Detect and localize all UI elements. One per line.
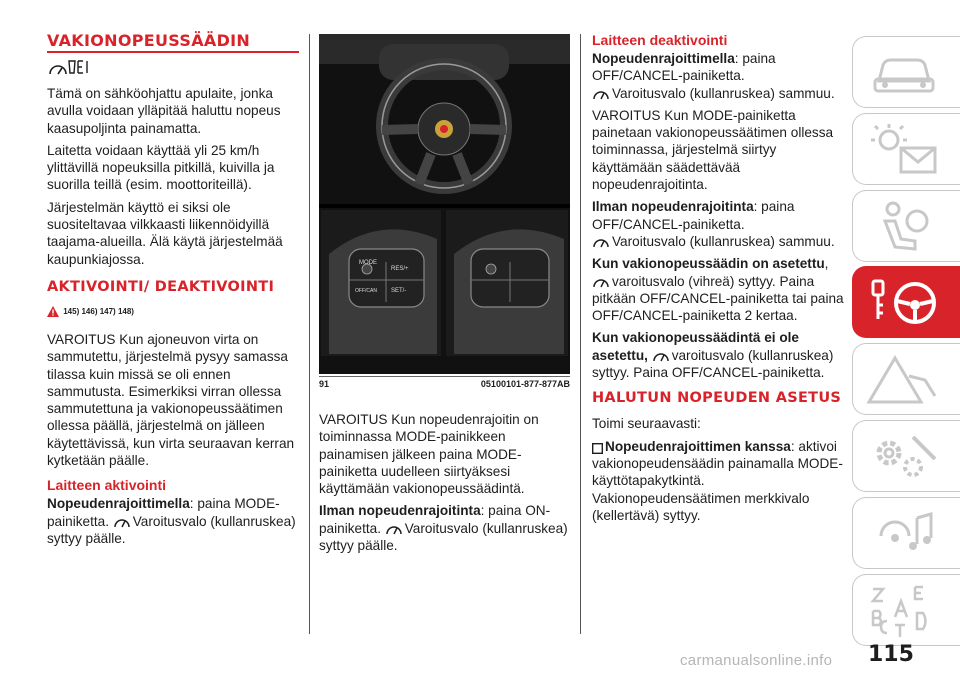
figure-code: 05100101-877-877AB bbox=[480, 379, 570, 389]
column-divider bbox=[309, 34, 310, 634]
safety-airbag-icon bbox=[865, 199, 945, 255]
chapter-tab-maintenance[interactable] bbox=[852, 420, 960, 492]
text-span: varoitusvalo (vihreä) syttyy. Paina pitkään OFF/CANCEL-painiketta tai paina OFF/CANCEL-painiketta 2 kertaa. bbox=[592, 273, 844, 324]
figure-caption bbox=[319, 376, 570, 389]
text-span: : paina MODE-painiketta. bbox=[47, 496, 280, 529]
text-span: : aktivoi vakionopeudensäädin painamalla MODE-käyttötapakytkintä. Vakionopeudensäätimen merkkivalo (kellertävä) syttyy. bbox=[592, 438, 843, 523]
watermark: carmanualsonline.info bbox=[680, 652, 833, 669]
column-middle bbox=[319, 34, 570, 559]
note-paragraph: VAROITUS Kun nopeudenrajoitin on toiminnassa MODE-painikkeen painamisen jälkeen paina MODE-painiketta uudelleen siirtyäksesi käyttämään vakionopeussäädintä. bbox=[319, 412, 539, 497]
chapter-tab-warning-lights[interactable] bbox=[852, 113, 960, 185]
chapter-tab-multimedia[interactable] bbox=[852, 497, 960, 569]
car-icon bbox=[865, 45, 945, 101]
gears-wrench-icon bbox=[865, 429, 945, 485]
text-span: Varoitusvalo (kullanruskea) sammuu. bbox=[612, 233, 835, 249]
bold-term: Nopeudenrajoittimella bbox=[592, 51, 735, 66]
column-left bbox=[47, 0, 299, 552]
page-number: 115 bbox=[868, 642, 914, 667]
warning-triangle-icon bbox=[47, 306, 59, 317]
cruise-set-paragraph bbox=[592, 255, 844, 324]
activation-paragraph bbox=[47, 495, 299, 547]
cruise-control-icon bbox=[47, 57, 97, 77]
cruise-unset-paragraph bbox=[592, 329, 844, 381]
steering-wheel-figure bbox=[319, 34, 570, 374]
warning-paragraph: Järjestelmän käyttö ei siksi ole suositeltavaa vilkkaasti liikennöidyillä taajama-alueilla. Älä käytä järjestelmää kaupunkiajossa. bbox=[47, 199, 283, 267]
text-span: Varoitusvalo (kullanruskea) syttyy päälle. bbox=[319, 520, 568, 554]
steering-wheel-key-icon bbox=[865, 275, 945, 331]
section-heading-set-speed: HALUTUN NOPEUDEN ASETUS bbox=[592, 390, 842, 407]
chapter-tab-safety[interactable] bbox=[852, 190, 960, 262]
page-title: VAKIONOPEUSSÄÄDIN bbox=[47, 31, 251, 50]
text-span: : paina ON-painiketta. bbox=[319, 503, 551, 536]
title-rule bbox=[47, 51, 299, 53]
deactivation-paragraph bbox=[592, 50, 844, 102]
chapter-tab-index[interactable] bbox=[852, 574, 960, 646]
cruise-indicator-icon bbox=[385, 522, 403, 536]
bold-term: Kun vakionopeussäädintä ei ole asetettu, bbox=[592, 330, 799, 363]
intro-paragraph: Tämä on sähköohjattu apulaite, jonka avulla voidaan ylläpitää haluttu nopeus kaasupoljinta painamatta. bbox=[47, 86, 281, 136]
bold-term: Nopeudenrajoittimella bbox=[47, 496, 190, 512]
figure-number: 91 bbox=[319, 379, 330, 389]
chapter-tab-car[interactable] bbox=[852, 36, 960, 108]
column-right bbox=[592, 32, 844, 529]
chapter-tab-starting-driving[interactable] bbox=[852, 266, 960, 338]
bold-term: Nopeudenrajoittimen kanssa bbox=[605, 438, 791, 454]
mode-button-label: MODE bbox=[359, 260, 377, 266]
column-divider bbox=[580, 34, 581, 634]
cruise-indicator-icon bbox=[113, 515, 131, 529]
cruise-indicator-icon bbox=[592, 235, 610, 249]
emergency-triangle-icon bbox=[865, 352, 945, 408]
warning-reference bbox=[47, 306, 299, 317]
off-button-label: OFF/CAN bbox=[355, 288, 377, 294]
text-span: : paina OFF/CANCEL-painiketta. bbox=[592, 51, 776, 84]
subheading-activation: Laitteen aktivointi bbox=[47, 477, 167, 494]
instruction-paragraph: Toimi seuraavasti: bbox=[592, 416, 701, 432]
text-span: varoitusvalo (kullanruskea) syttyy. Paina OFF/CANCEL-painiketta. bbox=[592, 347, 834, 381]
bold-term: Ilman nopeudenrajoitinta bbox=[592, 199, 754, 215]
text-span: : paina OFF/CANCEL-painiketta. bbox=[592, 199, 795, 232]
subheading-deactivation: Laitteen deaktivointi bbox=[592, 32, 728, 48]
steering-wheel-illustration bbox=[319, 34, 570, 374]
text-span: , bbox=[824, 256, 829, 272]
section-heading-activation: AKTIVOINTI/ DEAKTIVOINTI bbox=[47, 278, 275, 295]
bold-term: Kun vakionopeussäädin on asetettu bbox=[592, 256, 825, 272]
cruise-indicator-icon bbox=[592, 275, 610, 289]
text-span: Varoitusvalo (kullanruskea) syttyy päälle. bbox=[47, 513, 296, 546]
text-span: Varoitusvalo (kullanruskea) sammuu. bbox=[612, 85, 835, 101]
note-paragraph: VAROITUS Kun ajoneuvon virta on sammutettu, järjestelmä pysyy samassa tilassa kuin missä se oli ennen sammutusta. Esimerkiksi virran ollessa sammutettuna ja vakionopeussäätimen ollessa päällä, järjestelmä on jälleen käytettävissä, kun virta seuraavan kerran kytketään päälle. bbox=[47, 331, 295, 469]
usage-paragraph: Laitetta voidaan käyttää yli 25 km/h ylittävillä nopeuksilla pitkillä, kuivilla ja suorilla teillä (esim. moottoriteillä). bbox=[47, 142, 275, 193]
without-limiter-off-paragraph bbox=[592, 198, 844, 250]
alphabet-index-icon bbox=[865, 583, 945, 639]
set-button-label: SET/- bbox=[391, 288, 407, 294]
res-button-label: RES/+ bbox=[391, 266, 409, 272]
chapter-tab-emergency[interactable] bbox=[852, 343, 960, 415]
bold-term: Ilman nopeudenrajoitinta bbox=[319, 503, 481, 519]
cruise-indicator-icon bbox=[652, 349, 670, 363]
warning-light-message-icon bbox=[865, 122, 945, 178]
note-paragraph: VAROITUS Kun MODE-painiketta painetaan vakionopeussäätimen ollessa toiminnassa, järjestelmä siirtyy käyttämään säädettävää nopeudenrajoitinta. bbox=[592, 107, 834, 193]
cruise-indicator-icon bbox=[592, 87, 610, 101]
checkbox-bullet-icon bbox=[592, 443, 603, 454]
without-limiter-paragraph bbox=[319, 502, 570, 554]
limiter-step-paragraph bbox=[592, 438, 844, 524]
multimedia-note-icon bbox=[865, 506, 945, 562]
warning-refs: 145) 146) 147) 148) bbox=[63, 306, 134, 316]
